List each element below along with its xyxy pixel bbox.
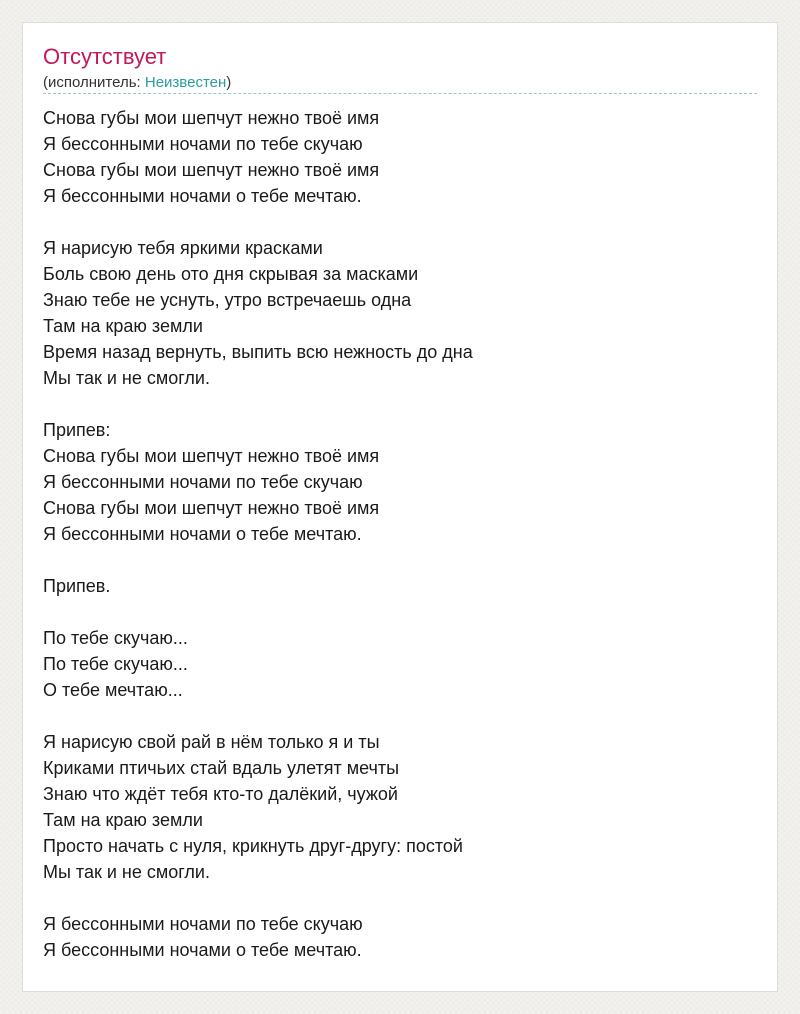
artist-suffix: ) bbox=[226, 74, 232, 91]
lyric-line: Припев: bbox=[43, 420, 111, 440]
lyric-line: Я бессонными ночами по тебе скучаю bbox=[43, 472, 363, 492]
lyric-line: Припев. bbox=[43, 576, 111, 596]
lyric-line bbox=[43, 885, 759, 911]
lyric-line: Я бессонными ночами о тебе мечтаю. bbox=[43, 524, 362, 544]
lyric-line: Я бессонными ночами о тебе мечтаю. bbox=[43, 940, 362, 960]
lyric-line bbox=[43, 703, 759, 729]
lyric-line: По тебе скучаю... bbox=[43, 628, 188, 648]
lyric-line: Знаю тебе не уснуть, утро встречаешь одна bbox=[43, 290, 412, 310]
lyric-line bbox=[43, 209, 759, 235]
lyric-line: О тебе мечтаю... bbox=[43, 680, 183, 700]
lyric-line: Там на краю земли bbox=[43, 810, 203, 830]
title-divider bbox=[43, 93, 757, 94]
lyric-line: Снова губы мои шепчут нежно твоё имя bbox=[43, 446, 380, 466]
lyric-line: Там на краю земли bbox=[43, 316, 203, 336]
artist-prefix: (исполнитель: bbox=[43, 74, 145, 91]
lyric-line: Снова губы мои шепчут нежно твоё имя bbox=[43, 108, 380, 128]
lyric-line: Снова губы мои шепчут нежно твоё имя bbox=[43, 160, 380, 180]
lyric-line: Просто начать с нуля, крикнуть друг-другу: постой bbox=[43, 836, 463, 856]
song-title: Отсутствует bbox=[43, 44, 167, 69]
lyric-line: Я бессонными ночами по тебе скучаю bbox=[43, 914, 363, 934]
artist-link[interactable]: Неизвестен bbox=[144, 74, 227, 91]
lyric-line: Я нарисую свой рай в нём только я и ты bbox=[43, 732, 380, 752]
lyric-line: Боль свою день ото дня скрывая за масками bbox=[43, 264, 419, 284]
lyric-line: Время назад вернуть, выпить всю нежность до дна bbox=[43, 342, 473, 362]
lyric-line: Мы так и не смогли. bbox=[43, 368, 210, 388]
lyric-line: Криками птичьих стай вдаль улетят мечты bbox=[43, 758, 400, 778]
lyric-line: Я бессонными ночами о тебе мечтаю. bbox=[43, 186, 362, 206]
lyrics-card bbox=[22, 22, 778, 992]
lyric-line: Снова губы мои шепчут нежно твоё имя bbox=[43, 498, 380, 518]
lyric-line: Знаю что ждёт тебя кто-то далёкий, чужой bbox=[43, 784, 398, 804]
lyric-line bbox=[43, 391, 759, 417]
lyric-line: По тебе скучаю... bbox=[43, 654, 188, 674]
lyric-line: Мы так и не смогли. bbox=[43, 862, 210, 882]
artist-line bbox=[43, 73, 231, 93]
lyric-line bbox=[43, 599, 759, 625]
lyric-line bbox=[43, 547, 759, 573]
lyric-line: Я бессонными ночами по тебе скучаю bbox=[43, 134, 363, 154]
lyrics-text bbox=[43, 105, 759, 963]
lyric-line: Я нарисую тебя яркими красками bbox=[43, 238, 323, 258]
